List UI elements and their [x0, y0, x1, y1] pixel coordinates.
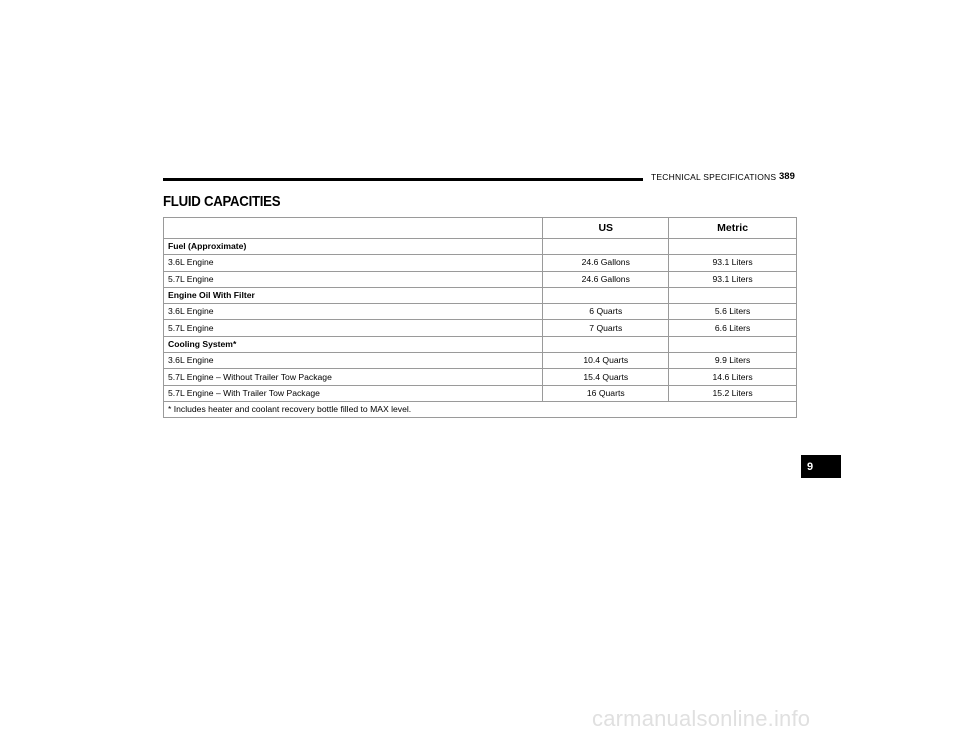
- group-heading: Fuel (Approximate): [164, 239, 543, 255]
- page-number: 389: [779, 171, 795, 182]
- table-footnote: * Includes heater and coolant recovery bottle filled to MAX level.: [164, 401, 797, 417]
- section-title: TECHNICAL SPECIFICATIONS: [651, 172, 777, 182]
- row-label: 3.6L Engine: [164, 304, 543, 320]
- fluid-capacities-table: [163, 217, 797, 418]
- chapter-number: 9: [807, 460, 814, 473]
- row-label: 5.7L Engine – With Trailer Tow Package: [164, 385, 543, 401]
- table-header-row: [164, 218, 797, 239]
- table-row: [164, 320, 797, 336]
- group-heading-row: [164, 287, 797, 303]
- table-row: [164, 271, 797, 287]
- footnote-row: [164, 401, 797, 417]
- row-label: 5.7L Engine – Without Trailer Tow Package: [164, 369, 543, 385]
- watermark: carmanualsonline.info: [592, 706, 811, 731]
- row-label: 3.6L Engine: [164, 255, 543, 271]
- row-label: 5.7L Engine: [164, 271, 543, 287]
- table-row: [164, 255, 797, 271]
- row-us-value: 24.6 Gallons: [543, 271, 669, 287]
- row-metric-value: 5.6 Liters: [669, 304, 797, 320]
- row-us-value: 24.6 Gallons: [543, 255, 669, 271]
- table-row: [164, 353, 797, 369]
- row-label: 3.6L Engine: [164, 353, 543, 369]
- group-heading-row: [164, 336, 797, 352]
- row-us-value: 15.4 Quarts: [543, 369, 669, 385]
- row-us-value: 6 Quarts: [543, 304, 669, 320]
- row-metric-value: 9.9 Liters: [669, 353, 797, 369]
- column-header-item: [164, 218, 543, 239]
- row-metric-value: 93.1 Liters: [669, 271, 797, 287]
- row-metric-value: 14.6 Liters: [669, 369, 797, 385]
- chapter-tab: [801, 455, 841, 478]
- header-rule: [163, 178, 643, 181]
- group-heading: Engine Oil With Filter: [164, 287, 543, 303]
- group-heading-row: [164, 239, 797, 255]
- group-heading: Cooling System*: [164, 336, 543, 352]
- column-header-metric: Metric: [669, 218, 797, 239]
- row-metric-value: 15.2 Liters: [669, 385, 797, 401]
- row-us-value: 16 Quarts: [543, 385, 669, 401]
- column-header-us: US: [543, 218, 669, 239]
- table-row: [164, 385, 797, 401]
- table-row: [164, 304, 797, 320]
- row-us-value: 7 Quarts: [543, 320, 669, 336]
- page-title: FLUID CAPACITIES: [163, 193, 281, 210]
- row-metric-value: 6.6 Liters: [669, 320, 797, 336]
- table-row: [164, 369, 797, 385]
- row-us-value: 10.4 Quarts: [543, 353, 669, 369]
- row-label: 5.7L Engine: [164, 320, 543, 336]
- row-metric-value: 93.1 Liters: [669, 255, 797, 271]
